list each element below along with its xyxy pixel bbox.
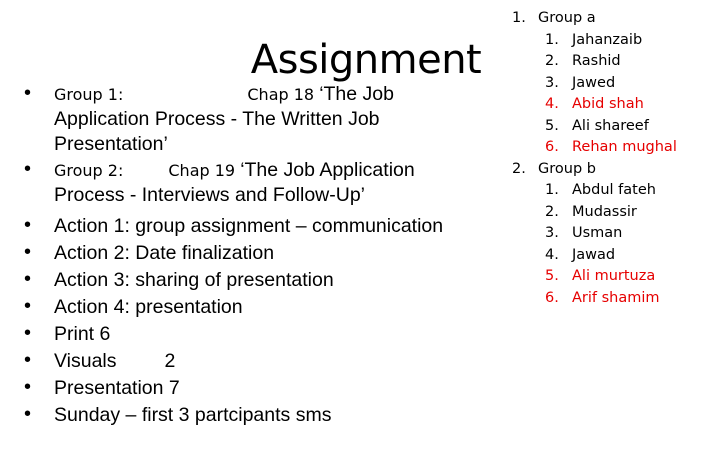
member-row [512, 180, 722, 202]
chapter-title-line: Presentation’ [54, 133, 168, 155]
member-row [512, 223, 722, 245]
main-bullet-list [24, 82, 494, 428]
member-row [512, 73, 722, 95]
member-number: 3. [545, 225, 559, 241]
group-heading [512, 159, 722, 181]
bullet-text: Action 2: Date finalization [54, 242, 275, 264]
member-row-highlighted [512, 137, 722, 159]
member-row-highlighted [512, 266, 722, 288]
member-row [512, 202, 722, 224]
group-name: Group b [538, 160, 596, 177]
bullet-icon: • [24, 241, 32, 263]
chapter-title-start: ‘The Job Application [240, 159, 415, 181]
bullet-item [24, 214, 494, 239]
bullet-icon: • [24, 268, 32, 290]
bullet-icon: • [24, 322, 32, 344]
member-number: 2. [545, 53, 559, 69]
member-row-highlighted [512, 288, 722, 310]
group-label: Group 2: [54, 161, 124, 180]
group-number: 1. [512, 10, 526, 26]
bullet-item [24, 349, 494, 374]
member-name: Abdul fateh [572, 182, 656, 198]
member-number: 2. [545, 203, 559, 220]
member-name: Jahanzaib [572, 31, 643, 48]
member-row [512, 30, 722, 52]
group-heading [512, 8, 722, 30]
member-name: Abid shah [572, 96, 644, 112]
group-label: Group 1: [54, 85, 124, 104]
member-number: 6. [545, 139, 559, 155]
member-row [512, 116, 722, 138]
bullet-item-group-1 [24, 82, 494, 157]
member-name: Jawad [572, 246, 616, 263]
member-name: Mudassir [572, 203, 637, 220]
bullet-item [24, 295, 494, 320]
bullet-item [24, 322, 494, 347]
group-roster-list [512, 8, 722, 309]
chapter-title-line: Process - Interviews and Follow-Up’ [54, 184, 366, 206]
bullet-item [24, 268, 494, 293]
chapter-title-start: ‘The Job [319, 83, 394, 105]
bullet-item [24, 241, 494, 266]
bullet-text: Visuals [54, 350, 117, 372]
bullet-text: Presentation 7 [54, 377, 180, 399]
member-number: 1. [545, 31, 559, 48]
group-number: 2. [512, 160, 526, 177]
member-number: 5. [545, 268, 559, 284]
bullet-icon: • [24, 349, 32, 371]
bullet-value: 2 [164, 350, 176, 372]
member-name: Rashid [572, 53, 621, 69]
bullet-icon: • [24, 158, 32, 180]
member-row [512, 51, 722, 73]
member-row [512, 245, 722, 267]
member-number: 5. [545, 117, 559, 134]
member-row-highlighted [512, 94, 722, 116]
member-name: Rehan mughal [572, 139, 677, 155]
chapter-title-line: Application Process - The Written Job [54, 108, 380, 130]
bullet-text: Action 3: sharing of presentation [54, 269, 334, 291]
member-name: Usman [572, 225, 623, 241]
bullet-item [24, 403, 494, 428]
member-name: Ali shareef [572, 117, 649, 134]
group-name: Group a [538, 10, 596, 26]
member-number: 6. [545, 289, 559, 306]
bullet-text: Action 1: group assignment – communication [54, 215, 444, 237]
bullet-icon: • [24, 295, 32, 317]
slide-title: Assignment [250, 37, 482, 83]
chapter-label: Chap 19 [168, 161, 241, 180]
member-name: Ali murtuza [572, 268, 656, 284]
member-number: 4. [545, 96, 559, 112]
member-name: Jawed [572, 74, 616, 91]
chapter-label: Chap 18 [247, 85, 320, 104]
bullet-item [24, 376, 494, 401]
bullet-icon: • [24, 214, 32, 236]
bullet-text: Action 4: presentation [54, 296, 243, 318]
bullet-text: Sunday – first 3 partcipants sms [54, 404, 332, 426]
bullet-icon: • [24, 82, 32, 104]
bullet-icon: • [24, 376, 32, 398]
bullet-text: Print 6 [54, 323, 111, 345]
member-number: 3. [545, 74, 559, 91]
member-number: 1. [545, 182, 559, 198]
member-number: 4. [545, 246, 559, 263]
bullet-item-group-2 [24, 158, 494, 208]
member-name: Arif shamim [572, 289, 660, 306]
bullet-icon: • [24, 403, 32, 425]
